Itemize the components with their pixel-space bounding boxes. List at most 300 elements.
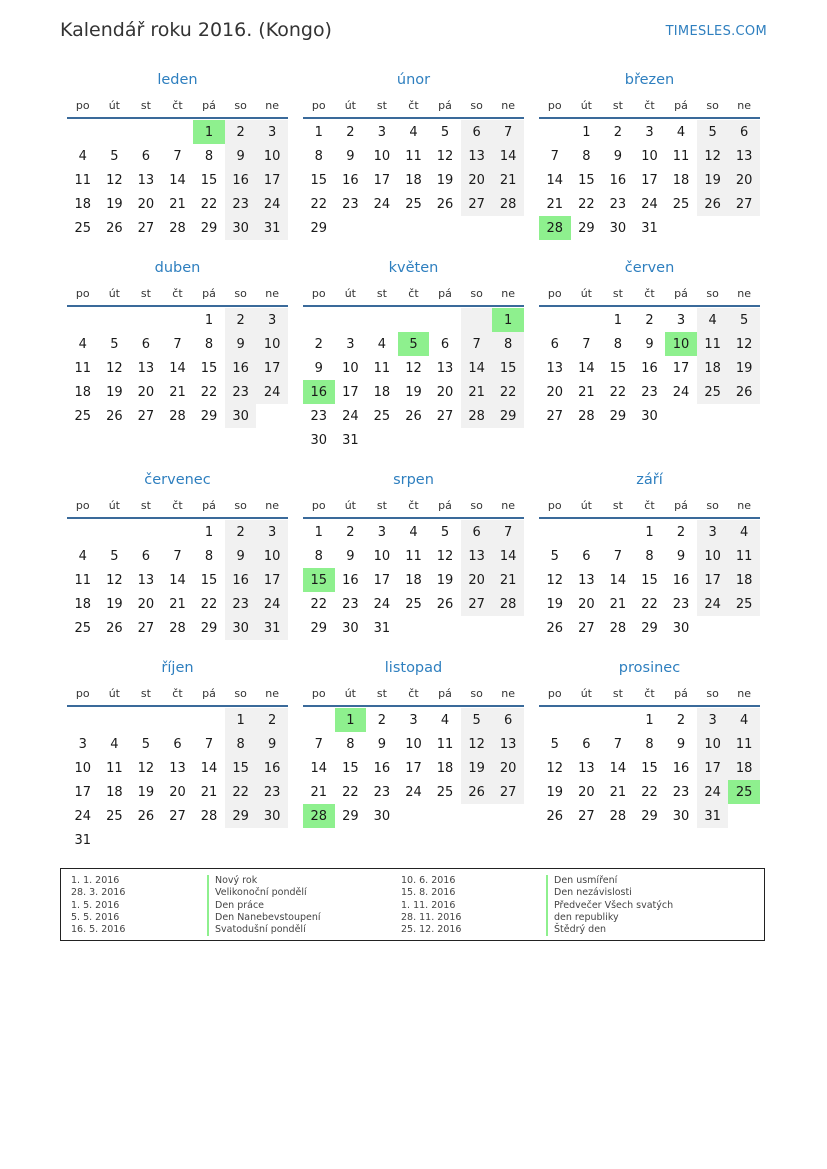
day-cell: 29 [310, 220, 328, 236]
weekday-header [67, 682, 288, 705]
day-cell: 23 [310, 408, 328, 424]
day-cell: 6 [141, 336, 151, 352]
day-cell: 13 [436, 360, 454, 376]
day-cell: 8 [346, 736, 355, 752]
day-cell: 15 [641, 572, 658, 588]
day-cell: 20 [546, 384, 564, 400]
day-cell: 24 [641, 196, 658, 212]
weekday-label: ne [501, 499, 516, 512]
day-cell: 6 [141, 148, 151, 164]
day-cell: 28 [609, 620, 627, 636]
day-cell: 17 [405, 760, 422, 776]
weekday-header [539, 494, 760, 517]
day-cell: 16 [609, 172, 627, 188]
day-cell: 18 [106, 784, 123, 800]
weekday-label: pá [438, 499, 452, 512]
day-cell: 18 [405, 572, 422, 588]
day-cell: 30 [256, 804, 288, 828]
weekday-label: čt [172, 499, 183, 512]
empty-cell [130, 708, 162, 732]
days-grid [67, 120, 288, 240]
day-cell: 6 [141, 548, 151, 564]
day-cell: 20 [169, 784, 186, 800]
day-cell: 6 [728, 120, 760, 144]
day-cell: 20 [728, 168, 760, 192]
day-cell: 29 [200, 408, 218, 424]
day-cell: 29 [310, 620, 328, 636]
day-cell: 9 [225, 144, 257, 168]
empty-cell [130, 308, 162, 332]
day-cell: 2 [346, 524, 355, 540]
day-cell: 31 [256, 616, 288, 640]
day-cell: 26 [405, 408, 422, 424]
day-cell: 28 [169, 220, 186, 236]
day-cell: 11 [405, 548, 422, 564]
day-cell: 28 [492, 192, 524, 216]
day-cell: 19 [106, 196, 123, 212]
day-cell: 5 [110, 336, 119, 352]
day-cell: 21 [169, 596, 186, 612]
day-cell: 19 [106, 596, 123, 612]
day-cell: 10 [74, 760, 92, 776]
day-cell: 23 [342, 196, 359, 212]
day-cell: 4 [78, 148, 87, 164]
day-cell: 27 [137, 620, 155, 636]
day-cell: 30 [672, 808, 690, 824]
day-cell: 24 [697, 780, 729, 804]
day-cell: 8 [204, 148, 214, 164]
day-cell: 11 [74, 360, 92, 376]
weekday-label: po [75, 287, 90, 300]
day-cell: 27 [728, 192, 760, 216]
day-cell: 11 [436, 736, 454, 752]
day-cell: 14 [169, 172, 186, 188]
day-cell: 31 [373, 620, 391, 636]
weekday-label: út [580, 687, 592, 700]
days-grid [303, 708, 524, 828]
day-cell: 11 [74, 572, 92, 588]
day-cell: 12 [461, 732, 493, 756]
day-cell: 27 [461, 192, 493, 216]
day-cell: 16 [672, 760, 690, 776]
weekday-header [303, 94, 524, 117]
day-cell: 5 [550, 736, 559, 752]
day-cell: 13 [546, 360, 564, 376]
day-cell: 7 [173, 336, 182, 352]
day-cell: 8 [204, 548, 214, 564]
day-cell: 17 [373, 172, 391, 188]
day-cell: 3 [78, 736, 87, 752]
day-cell: 16 [672, 572, 690, 588]
day-cell: 5 [697, 120, 729, 144]
weekday-label: po [75, 499, 90, 512]
weekday-label: po [75, 99, 90, 112]
day-cell: 7 [492, 120, 524, 144]
day-cell: 25 [672, 196, 690, 212]
weekday-header [539, 682, 760, 705]
day-cell: 2 [225, 308, 257, 332]
day-cell: 30 [225, 404, 257, 428]
holiday-day-cell: 25 [728, 780, 760, 804]
weekday-label: st [612, 687, 623, 700]
day-cell: 23 [225, 592, 257, 616]
day-cell: 25 [436, 784, 454, 800]
weekday-label: ne [737, 499, 752, 512]
day-cell: 13 [578, 572, 595, 588]
weekday-label: ne [265, 99, 280, 112]
weekday-label: st [376, 687, 387, 700]
days-grid [67, 708, 288, 852]
day-cell: 12 [137, 760, 155, 776]
day-cell: 15 [641, 760, 658, 776]
day-cell: 13 [461, 544, 493, 568]
legend-right-dates [401, 875, 461, 936]
weekday-label: út [108, 687, 120, 700]
day-cell: 14 [609, 572, 627, 588]
day-cell: 14 [310, 760, 328, 776]
day-cell: 10 [405, 736, 422, 752]
day-cell: 2 [225, 520, 257, 544]
day-cell: 26 [728, 380, 760, 404]
day-cell: 25 [74, 220, 92, 236]
day-cell: 11 [74, 172, 92, 188]
legend-holiday-name: den republiky [546, 912, 673, 924]
empty-cell [67, 120, 99, 144]
day-cell: 22 [310, 596, 328, 612]
day-cell: 3 [697, 520, 729, 544]
day-cell: 3 [377, 524, 387, 540]
day-cell: 13 [137, 360, 155, 376]
day-cell: 25 [405, 596, 422, 612]
month-title: leden [157, 72, 198, 88]
weekday-label: út [108, 99, 120, 112]
weekday-label: pá [438, 687, 452, 700]
day-cell: 25 [405, 196, 422, 212]
day-cell: 7 [582, 336, 591, 352]
day-cell: 17 [641, 172, 658, 188]
month-červenec [67, 472, 288, 660]
day-cell: 18 [697, 356, 729, 380]
weekday-label: pá [438, 99, 452, 112]
day-cell: 8 [645, 736, 654, 752]
weekday-label: ne [265, 687, 280, 700]
day-cell: 21 [492, 168, 524, 192]
day-cell: 11 [405, 148, 422, 164]
weekday-label: pá [202, 287, 216, 300]
day-cell: 14 [609, 760, 627, 776]
day-cell: 17 [373, 572, 391, 588]
empty-cell [162, 120, 194, 144]
day-cell: 24 [256, 380, 288, 404]
month-title: květen [388, 260, 439, 276]
days-grid [539, 308, 760, 428]
header-rule [303, 305, 524, 307]
weekday-label: pá [674, 99, 688, 112]
header-rule [303, 517, 524, 519]
day-cell: 10 [342, 360, 359, 376]
header-rule [67, 705, 288, 707]
day-cell: 9 [225, 544, 257, 568]
day-cell: 15 [492, 356, 524, 380]
empty-cell [602, 708, 634, 732]
weekday-label: ne [501, 687, 516, 700]
legend-date: 10. 6. 2016 [401, 875, 456, 886]
day-cell: 28 [169, 408, 186, 424]
month-srpen [303, 472, 524, 660]
day-cell: 10 [697, 732, 729, 756]
weekday-label: čt [408, 99, 419, 112]
day-cell: 31 [342, 432, 359, 448]
brand-link[interactable]: TIMESLES.COM [665, 24, 767, 39]
days-grid [303, 520, 524, 640]
day-cell: 30 [310, 432, 328, 448]
day-cell: 4 [110, 736, 119, 752]
day-cell: 3 [676, 312, 686, 328]
legend-date: 1. 5. 2016 [71, 899, 120, 911]
day-cell: 19 [106, 384, 123, 400]
empty-cell [571, 520, 603, 544]
empty-cell [99, 308, 131, 332]
day-cell: 7 [173, 548, 182, 564]
empty-cell [366, 308, 398, 332]
weekday-label: út [344, 687, 356, 700]
weekday-label: ne [501, 287, 516, 300]
weekday-label: po [311, 287, 326, 300]
day-cell: 22 [200, 384, 218, 400]
header-rule [67, 117, 288, 119]
day-cell: 17 [672, 360, 690, 376]
day-cell: 9 [613, 148, 623, 164]
day-cell: 2 [645, 312, 654, 328]
month-únor [303, 72, 524, 260]
day-cell: 13 [169, 760, 186, 776]
day-cell: 16 [256, 756, 288, 780]
day-cell: 1 [645, 712, 654, 728]
legend-left-dates [71, 875, 125, 936]
day-cell: 18 [373, 384, 391, 400]
day-cell: 23 [641, 384, 658, 400]
day-cell: 9 [256, 732, 288, 756]
day-cell: 22 [641, 784, 658, 800]
weekday-label: ne [737, 287, 752, 300]
day-cell: 29 [225, 804, 257, 828]
empty-cell [193, 708, 225, 732]
day-cell: 19 [546, 784, 564, 800]
weekday-label: ne [265, 499, 280, 512]
weekday-label: ne [737, 99, 752, 112]
day-cell: 1 [204, 524, 214, 540]
day-cell: 2 [676, 712, 686, 728]
day-cell: 8 [225, 732, 257, 756]
day-cell: 21 [578, 384, 595, 400]
weekday-label: čt [644, 499, 655, 512]
holiday-day-cell: 10 [665, 332, 697, 356]
day-cell: 15 [225, 756, 257, 780]
day-cell: 21 [609, 596, 627, 612]
days-grid [539, 520, 760, 640]
weekday-label: so [234, 99, 247, 112]
weekday-label: po [311, 499, 326, 512]
legend-date: 15. 8. 2016 [401, 887, 456, 899]
days-grid [539, 120, 760, 240]
weekday-label: so [234, 287, 247, 300]
weekday-label: po [547, 287, 562, 300]
legend-holiday-name: Den nezávislosti [546, 887, 673, 899]
empty-cell [67, 708, 99, 732]
day-cell: 12 [106, 360, 123, 376]
empty-cell [429, 308, 461, 332]
day-cell: 2 [613, 124, 623, 140]
weekday-label: út [580, 499, 592, 512]
day-cell: 20 [578, 784, 595, 800]
day-cell: 25 [697, 380, 729, 404]
day-cell: 15 [342, 760, 359, 776]
day-cell: 19 [546, 596, 564, 612]
empty-cell [303, 308, 335, 332]
day-cell: 23 [225, 380, 257, 404]
day-cell: 6 [173, 736, 182, 752]
day-cell: 17 [256, 168, 288, 192]
day-cell: 21 [461, 380, 493, 404]
day-cell: 14 [492, 144, 524, 168]
weekday-label: pá [202, 99, 216, 112]
day-cell: 24 [373, 196, 391, 212]
month-prosinec [539, 660, 760, 850]
day-cell: 7 [461, 332, 493, 356]
day-cell: 10 [373, 548, 391, 564]
day-cell: 7 [204, 736, 214, 752]
header-rule [539, 305, 760, 307]
day-cell: 2 [225, 120, 257, 144]
empty-cell [130, 520, 162, 544]
day-cell: 29 [492, 404, 524, 428]
page-title: Kalendář roku 2016. (Kongo) [60, 19, 332, 41]
day-cell: 28 [169, 620, 186, 636]
day-cell: 19 [405, 384, 422, 400]
day-cell: 8 [314, 548, 323, 564]
legend-date: 1. 11. 2016 [401, 899, 456, 911]
day-cell: 30 [609, 220, 627, 236]
days-grid [67, 520, 288, 640]
weekday-header [303, 494, 524, 517]
weekday-label: ne [265, 287, 280, 300]
day-cell: 26 [106, 220, 123, 236]
day-cell: 23 [256, 780, 288, 804]
weekday-label: st [612, 287, 623, 300]
day-cell: 16 [641, 360, 658, 376]
empty-cell [539, 520, 571, 544]
day-cell: 26 [546, 620, 564, 636]
header-rule [539, 117, 760, 119]
empty-cell [571, 708, 603, 732]
day-cell: 15 [200, 360, 218, 376]
day-cell: 17 [74, 784, 92, 800]
day-cell: 12 [106, 572, 123, 588]
day-cell: 26 [436, 196, 454, 212]
header-rule [67, 517, 288, 519]
day-cell: 3 [645, 124, 654, 140]
holiday-day-cell: 5 [398, 332, 430, 356]
day-cell: 16 [225, 356, 257, 380]
day-cell: 10 [256, 332, 288, 356]
day-cell: 12 [436, 548, 454, 564]
day-cell: 26 [697, 192, 729, 216]
weekday-label: po [75, 687, 90, 700]
day-cell: 11 [697, 332, 729, 356]
day-cell: 1 [314, 124, 323, 140]
day-cell: 3 [256, 120, 288, 144]
day-cell: 2 [676, 524, 686, 540]
legend-date: 16. 5. 2016 [71, 924, 126, 936]
day-cell: 10 [641, 148, 658, 164]
day-cell: 7 [613, 548, 623, 564]
day-cell: 4 [377, 336, 387, 352]
month-červen [539, 260, 760, 472]
day-cell: 11 [728, 544, 760, 568]
header-rule [539, 517, 760, 519]
empty-cell [303, 708, 335, 732]
day-cell: 12 [728, 332, 760, 356]
day-cell: 24 [256, 192, 288, 216]
day-cell: 21 [169, 196, 186, 212]
day-cell: 12 [436, 148, 454, 164]
day-cell: 29 [342, 808, 359, 824]
day-cell: 26 [546, 808, 564, 824]
empty-cell [130, 120, 162, 144]
day-cell: 10 [697, 544, 729, 568]
day-cell: 4 [409, 124, 418, 140]
day-cell: 1 [314, 524, 323, 540]
weekday-label: pá [674, 687, 688, 700]
day-cell: 14 [546, 172, 564, 188]
day-cell: 17 [697, 756, 729, 780]
header-rule [67, 305, 288, 307]
days-grid [539, 708, 760, 828]
weekday-header [67, 282, 288, 305]
empty-cell [99, 708, 131, 732]
legend-right-names [546, 875, 673, 936]
legend-holiday-name: Den usmíření [546, 875, 673, 887]
day-cell: 13 [578, 760, 595, 776]
month-title: březen [624, 72, 675, 88]
day-cell: 25 [74, 620, 92, 636]
weekday-label: st [140, 99, 151, 112]
day-cell: 20 [492, 756, 524, 780]
legend-holiday-name: Den Nanebevstoupení [207, 912, 321, 924]
day-cell: 19 [137, 784, 155, 800]
holiday-day-cell: 28 [303, 804, 335, 828]
month-title: červenec [144, 472, 211, 488]
day-cell: 1 [204, 312, 214, 328]
day-cell: 26 [137, 808, 155, 824]
day-cell: 12 [697, 144, 729, 168]
empty-cell [162, 308, 194, 332]
day-cell: 19 [461, 756, 493, 780]
legend-date: 28. 3. 2016 [71, 887, 126, 899]
weekday-label: čt [644, 99, 655, 112]
weekday-label: út [344, 99, 356, 112]
day-cell: 5 [440, 124, 450, 140]
weekday-label: ne [501, 99, 516, 112]
day-cell: 10 [256, 544, 288, 568]
day-cell: 22 [225, 780, 257, 804]
day-cell: 29 [578, 220, 595, 236]
weekday-label: út [344, 287, 356, 300]
day-cell: 9 [346, 548, 355, 564]
empty-cell [539, 708, 571, 732]
day-cell: 18 [74, 596, 92, 612]
weekday-label: so [470, 99, 483, 112]
